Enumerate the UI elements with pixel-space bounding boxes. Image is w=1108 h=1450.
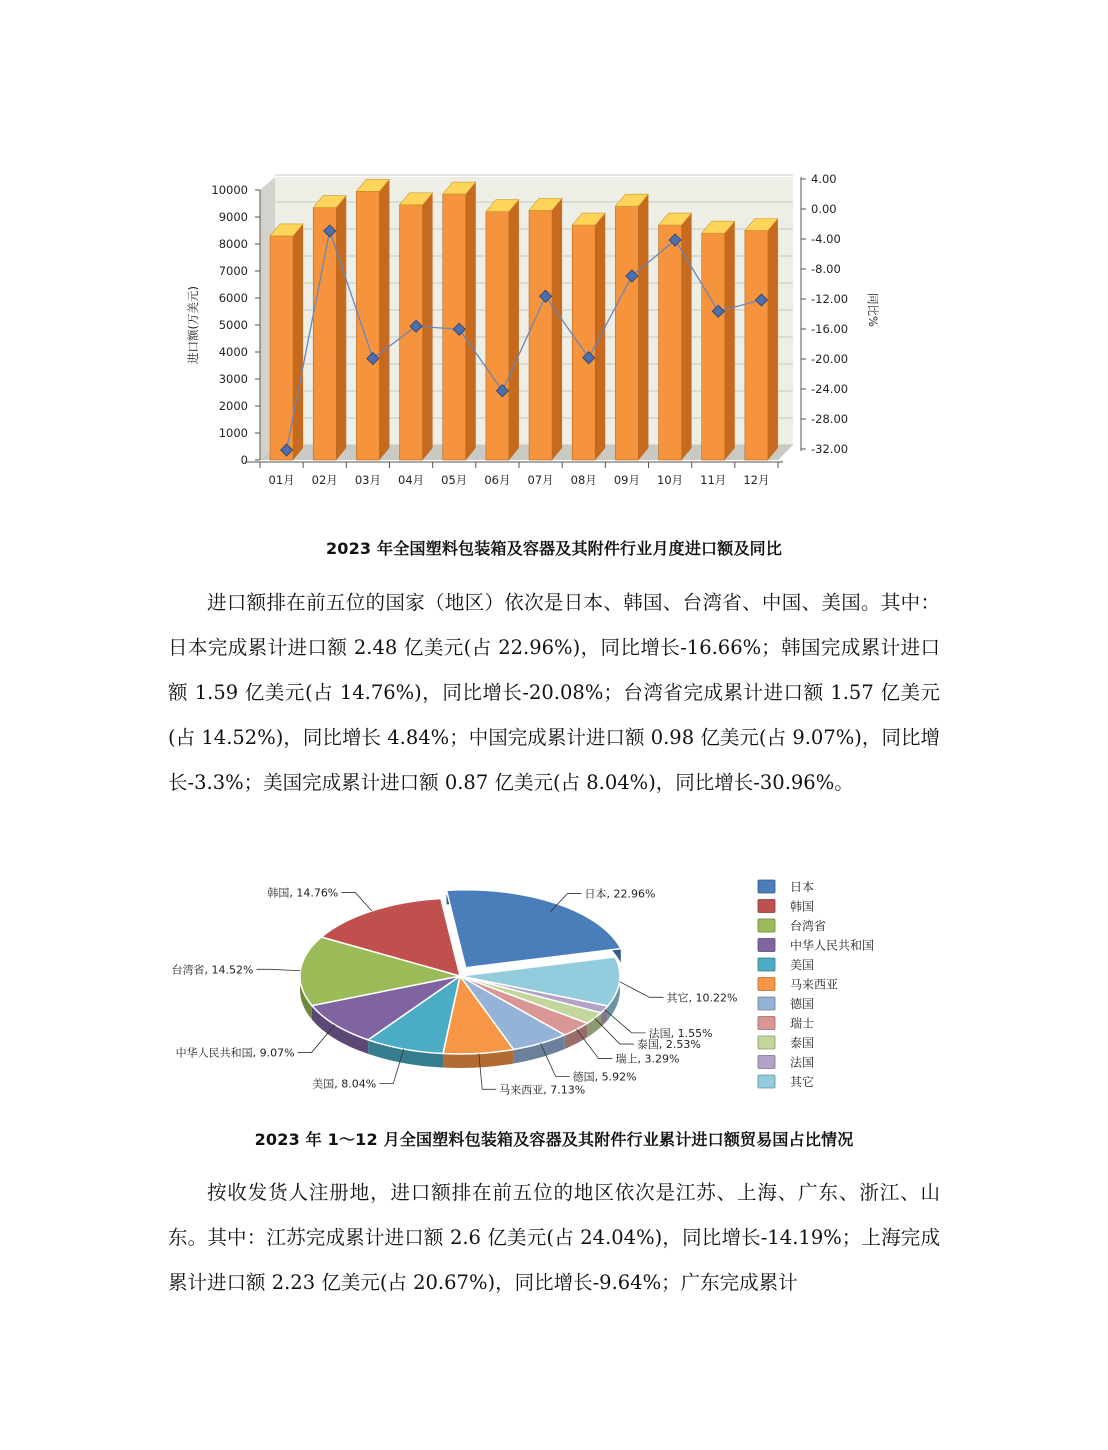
bar-side <box>768 219 778 461</box>
country-share-pie-chart <box>171 872 900 1102</box>
bar-side <box>466 182 476 460</box>
x-tick-label: 07月 <box>527 473 554 487</box>
bar <box>745 231 768 461</box>
y2-tick-label: -24.00 <box>811 382 849 396</box>
bar <box>313 208 336 460</box>
bar <box>615 206 638 460</box>
bar-side <box>725 221 735 460</box>
legend-swatch <box>758 1036 775 1049</box>
x-tick-label: 03月 <box>354 473 381 487</box>
bar <box>702 233 725 460</box>
y2-tick-label: 4.00 <box>811 172 837 186</box>
monthly-import-chart <box>170 168 880 498</box>
legend-swatch <box>758 900 775 913</box>
pie-slice-label: 瑞上, 3.29% <box>615 1052 680 1066</box>
legend-label: 其它 <box>790 1075 815 1089</box>
pie-slice-label: 法国, 1.55% <box>648 1026 713 1040</box>
y2-axis-title: 同比% <box>866 293 880 327</box>
pie-slice <box>447 890 621 968</box>
bar-side <box>379 179 389 460</box>
bar-side <box>293 224 303 460</box>
bar <box>400 205 423 460</box>
x-tick-label: 05月 <box>441 473 468 487</box>
x-tick-label: 11月 <box>700 473 727 487</box>
pie-slice-label: 日本, 22.96% <box>584 887 656 901</box>
x-tick-label: 06月 <box>484 473 511 487</box>
pie-slice-label: 其它, 10.22% <box>666 991 738 1005</box>
y-tick-label: 1000 <box>218 426 248 440</box>
y-tick-label: 7000 <box>218 264 248 278</box>
bar <box>486 212 509 460</box>
legend-label: 泰国 <box>790 1036 815 1050</box>
legend-swatch <box>758 958 775 971</box>
legend-label: 中华人民共和国 <box>790 938 875 953</box>
legend-swatch <box>758 1017 775 1030</box>
y-tick-label: 2000 <box>218 399 248 413</box>
y-tick-label: 4000 <box>218 345 248 359</box>
y2-tick-label: -8.00 <box>811 262 841 276</box>
bar-side <box>682 213 692 460</box>
y2-tick-label: -4.00 <box>811 232 841 246</box>
legend-label: 日本 <box>790 880 815 894</box>
x-tick-label: 04月 <box>398 473 425 487</box>
bar-side <box>509 200 519 460</box>
y-tick-label: 5000 <box>218 318 248 332</box>
legend-swatch <box>758 978 775 991</box>
legend-label: 台湾省 <box>790 919 827 933</box>
pie-slice-label: 美国, 8.04% <box>312 1077 377 1091</box>
legend-label: 马来西亚 <box>790 977 839 992</box>
y2-tick-label: -16.00 <box>811 322 849 336</box>
pie-slice-label: 韩国, 14.76% <box>267 886 339 900</box>
y-tick-label: 10000 <box>211 183 248 197</box>
legend-label: 韩国 <box>790 899 815 914</box>
x-tick-label: 10月 <box>657 473 684 487</box>
pie-slice-label: 台湾省, 14.52% <box>171 963 254 977</box>
pie-leader-line <box>256 969 300 970</box>
legend-label: 法国 <box>790 1055 815 1070</box>
y2-tick-label: 0.00 <box>811 202 837 216</box>
bar <box>270 236 293 460</box>
x-tick-label: 02月 <box>311 473 338 487</box>
legend-label: 德国 <box>790 997 815 1011</box>
bar-side <box>552 198 562 460</box>
pie-slice-label: 马来西亚, 7.13% <box>499 1083 586 1097</box>
paragraph-regions: 按收发货人注册地，进口额排在前五位的地区依次是江苏、上海、广东、浙江、山东。其中：江苏完成累计进口额 2.6 亿美元(占 24.04%)，同比增长-14.19%；上海完成累计进口额 2.23 亿美元(占 20.67%)，同比增长-9.64%；广东完成累计 <box>168 1181 940 1294</box>
bar <box>572 225 595 460</box>
legend-label: 瑞士 <box>790 1016 815 1031</box>
x-tick-label: 12月 <box>743 473 770 487</box>
bar-side <box>336 196 346 460</box>
y-axis-title: 进口额(万美元) <box>186 286 200 364</box>
bar <box>659 225 682 460</box>
x-tick-label: 08月 <box>570 473 597 487</box>
legend-label: 美国 <box>790 958 815 972</box>
pie-slice-label: 中华人民共和国, 9.07% <box>175 1046 295 1060</box>
y2-tick-label: -20.00 <box>811 352 849 366</box>
y2-tick-label: -28.00 <box>811 412 849 426</box>
y2-tick-label: -32.00 <box>811 442 849 456</box>
x-tick-label: 09月 <box>613 473 640 487</box>
legend-swatch <box>758 1075 775 1088</box>
y2-tick-label: -12.00 <box>811 292 849 306</box>
legend-swatch <box>758 939 775 952</box>
legend-swatch <box>758 919 775 932</box>
y-tick-label: 0 <box>240 453 248 467</box>
pie-leader-line <box>620 982 664 998</box>
legend-swatch <box>758 880 775 893</box>
pie-slice-label: 德国, 5.92% <box>572 1070 637 1084</box>
y-tick-label: 9000 <box>218 210 248 224</box>
y-tick-label: 6000 <box>218 291 248 305</box>
bar-chart-caption: 2023 年全国塑料包装箱及容器及其附件行业月度进口额及同比 <box>325 539 783 558</box>
legend-swatch <box>758 1056 775 1069</box>
bar <box>529 210 552 460</box>
bar-side <box>638 194 648 460</box>
pie-slice-label: 泰国, 2.53% <box>636 1038 701 1052</box>
legend-swatch <box>758 997 775 1010</box>
bar <box>356 191 379 460</box>
y-tick-label: 3000 <box>218 372 248 386</box>
x-tick-label: 01月 <box>268 473 295 487</box>
y-tick-label: 8000 <box>218 237 248 251</box>
pie-chart-caption: 2023 年 1～12 月全国塑料包装箱及容器及其附件行业累计进口额贸易国占比情况 <box>254 1130 854 1149</box>
pie-leader-line <box>341 893 372 911</box>
paragraph-countries: 进口额排在前五位的国家（地区）依次是日本、韩国、台湾省、中国、美国。其中：日本完成累计进口额 2.48 亿美元(占 22.96%)，同比增长-16.66%；韩国完成累计进口额 1.59 亿美元(占 14.76%)，同比增长-20.08%；台湾省完成累计进口额 1.57 亿美元(占 14.52%)，同比增长 4.84%；中国完成累计进口额 0.98 亿美元(占 9.07%)，同比增长-3.3%；美国完成累计进口额 0.87 亿美元(占 8.04%)，同比增长-30.96%。 <box>168 591 940 794</box>
